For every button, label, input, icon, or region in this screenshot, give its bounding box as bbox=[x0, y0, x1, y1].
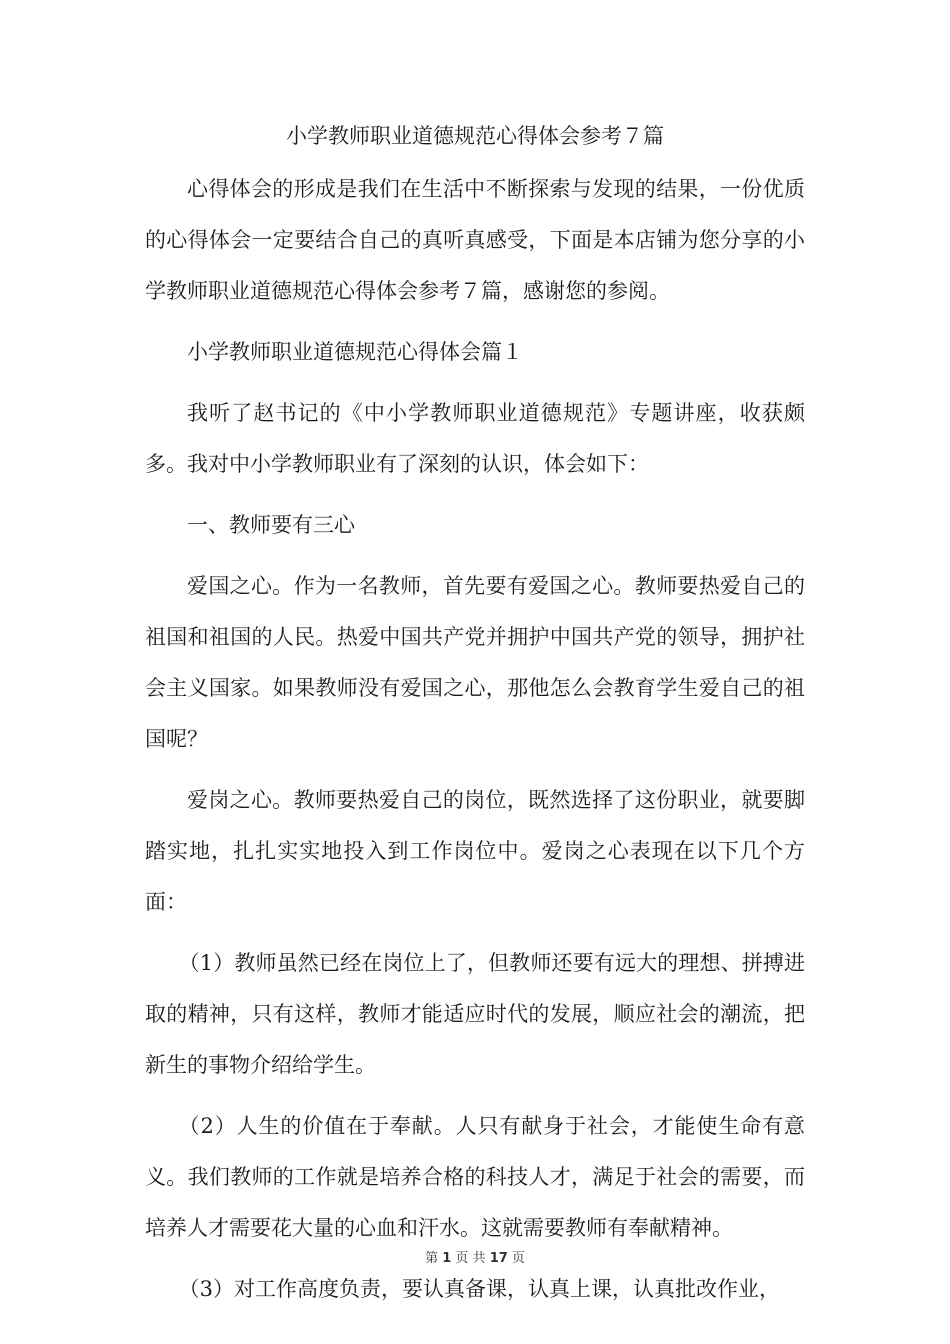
document-title: 小学教师职业道德规范心得体会参考７篇 bbox=[286, 124, 664, 148]
section-heading: 小学教师职业道德规范心得体会篇１ bbox=[187, 340, 523, 364]
page-footer bbox=[0, 1250, 950, 1268]
intro-paragraph: 心得体会的形成是我们在生活中不断探索与发现的结果，一份优质的心得体会一定要结合自己的真听真感受，下面是本店铺为您分享的小学教师职业道德规范心得体会参考７篇，感谢您的参阅。 bbox=[145, 177, 805, 303]
body-paragraph: 爱国之心。作为一名教师，首先要有爱国之心。教师要热爱自己的祖国和祖国的人民。热爱中国共产党并拥护中国共产党的领导，拥护社会主义国家。如果教师没有爱国之心，那他怎么会教育学生爱自己的祖国呢？ bbox=[145, 574, 805, 751]
footer-total-pages: 17 bbox=[489, 1251, 508, 1266]
list-item: （1）教师虽然已经在岗位上了，但教师还要有远大的理想、拼搏进取的精神，只有这样，教师才能适应时代的发展，顺应社会的潮流，把新生的事物介绍给学生。 bbox=[145, 951, 805, 1077]
body-paragraph: 我听了赵书记的《中小学教师职业道德规范》专题讲座，收获颇多。我对中小学教师职业有了深刻的认识，体会如下： bbox=[145, 401, 805, 476]
footer-suffix: 页 bbox=[511, 1251, 525, 1266]
body-paragraph: 爱岗之心。教师要热爱自己的岗位，既然选择了这份职业，就要脚踏实地，扎扎实实地投入到工作岗位中。爱岗之心表现在以下几个方面： bbox=[145, 788, 805, 914]
footer-prefix: 第 bbox=[425, 1251, 439, 1266]
document-body bbox=[145, 164, 805, 1325]
list-item: （2）人生的价值在于奉献。人只有献身于社会，才能使生命有意义。我们教师的工作就是培养合格的科技人才，满足于社会的需要，而培养人才需要花大量的心血和汗水。这就需要教师有奉献精神。 bbox=[145, 1114, 805, 1240]
footer-middle: 页 共 bbox=[455, 1251, 486, 1266]
subheading: 一、教师要有三心 bbox=[187, 513, 355, 537]
footer-page-number: 1 bbox=[442, 1251, 452, 1266]
list-item: （3）对工作高度负责，要认真备课，认真上课，认真批改作业， bbox=[178, 1277, 780, 1301]
